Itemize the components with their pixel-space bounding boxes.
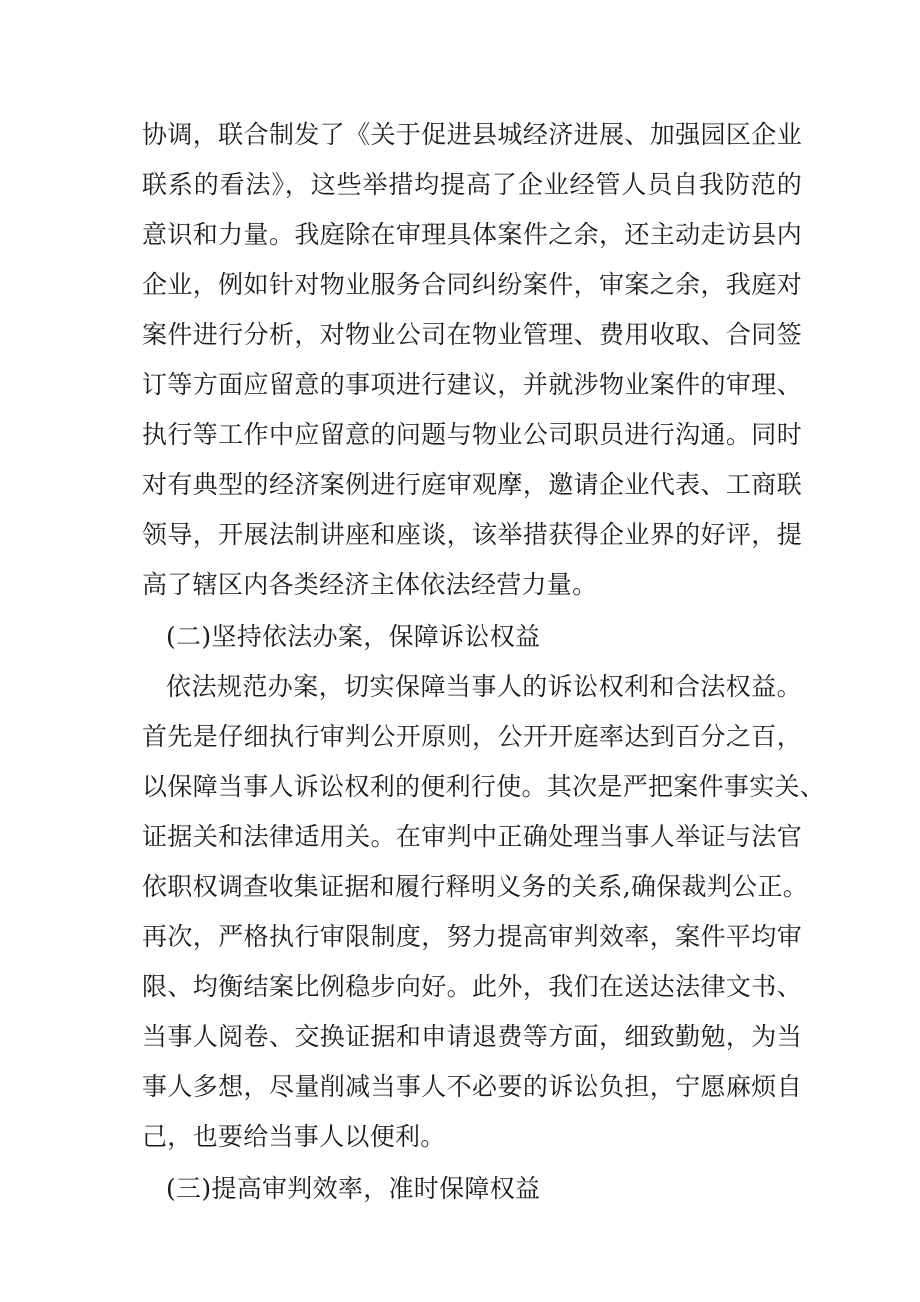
paragraph-line: 依职权调查收集证据和履行释明义务的关系,确保裁判公正。 [142, 872, 809, 901]
paragraph-line: 当事人阅卷、交换证据和申请退费等方面，细致勤勉，为当 [142, 1022, 802, 1051]
paragraph-line: 事人多想，尽量削减当事人不必要的诉讼负担，宁愿麻烦自 [142, 1072, 802, 1101]
section-heading: (三)提高审判效率，准时保障权益 [166, 1174, 541, 1203]
paragraph-line: 意识和力量。我庭除在审理具体案件之余，还主动走访县内 [142, 220, 802, 249]
paragraph-line: 高了辖区内各类经济主体依法经营力量。 [142, 570, 598, 599]
paragraph-line: 订等方面应留意的事项进行建议，并就涉物业案件的审理、 [142, 370, 802, 399]
paragraph-line: 以保障当事人诉讼权利的便利行使。其次是严把案件事实关、 [142, 772, 826, 801]
paragraph-line: 对有典型的经济案例进行庭审观摩，邀请企业代表、工商联 [142, 470, 802, 499]
paragraph-line: 再次，严格执行审限制度，努力提高审判效率，案件平均审 [142, 922, 802, 951]
paragraph-line: 首先是仔细执行审判公开原则，公开开庭率达到百分之百， [142, 722, 802, 751]
paragraph-line: 执行等工作中应留意的问题与物业公司职员进行沟通。同时 [142, 420, 802, 449]
paragraph-line: 证据关和法律适用关。在审判中正确处理当事人举证与法官 [142, 822, 802, 851]
paragraph-line: 企业，例如针对物业服务合同纠纷案件，审案之余，我庭对 [142, 270, 802, 299]
paragraph-line: 己，也要给当事人以便利。 [142, 1122, 446, 1151]
paragraph-line: 领导，开展法制讲座和座谈，该举措获得企业界的好评，提 [142, 520, 802, 549]
paragraph-line: 限、均衡结案比例稳步向好。此外，我们在送达法律文书、 [142, 972, 802, 1001]
paragraph-line: 案件进行分析，对物业公司在物业管理、费用收取、合同签 [142, 320, 802, 349]
paragraph-line: 联系的看法》，这些举措均提高了企业经管人员自我防范的 [142, 170, 802, 199]
paragraph-line: 协调，联合制发了《关于促进县城经济进展、加强园区企业 [142, 120, 802, 149]
section-heading: (二)坚持依法办案，保障诉讼权益 [166, 622, 541, 651]
paragraph-line: 依法规范办案，切实保障当事人的诉讼权利和合法权益。 [166, 672, 802, 701]
